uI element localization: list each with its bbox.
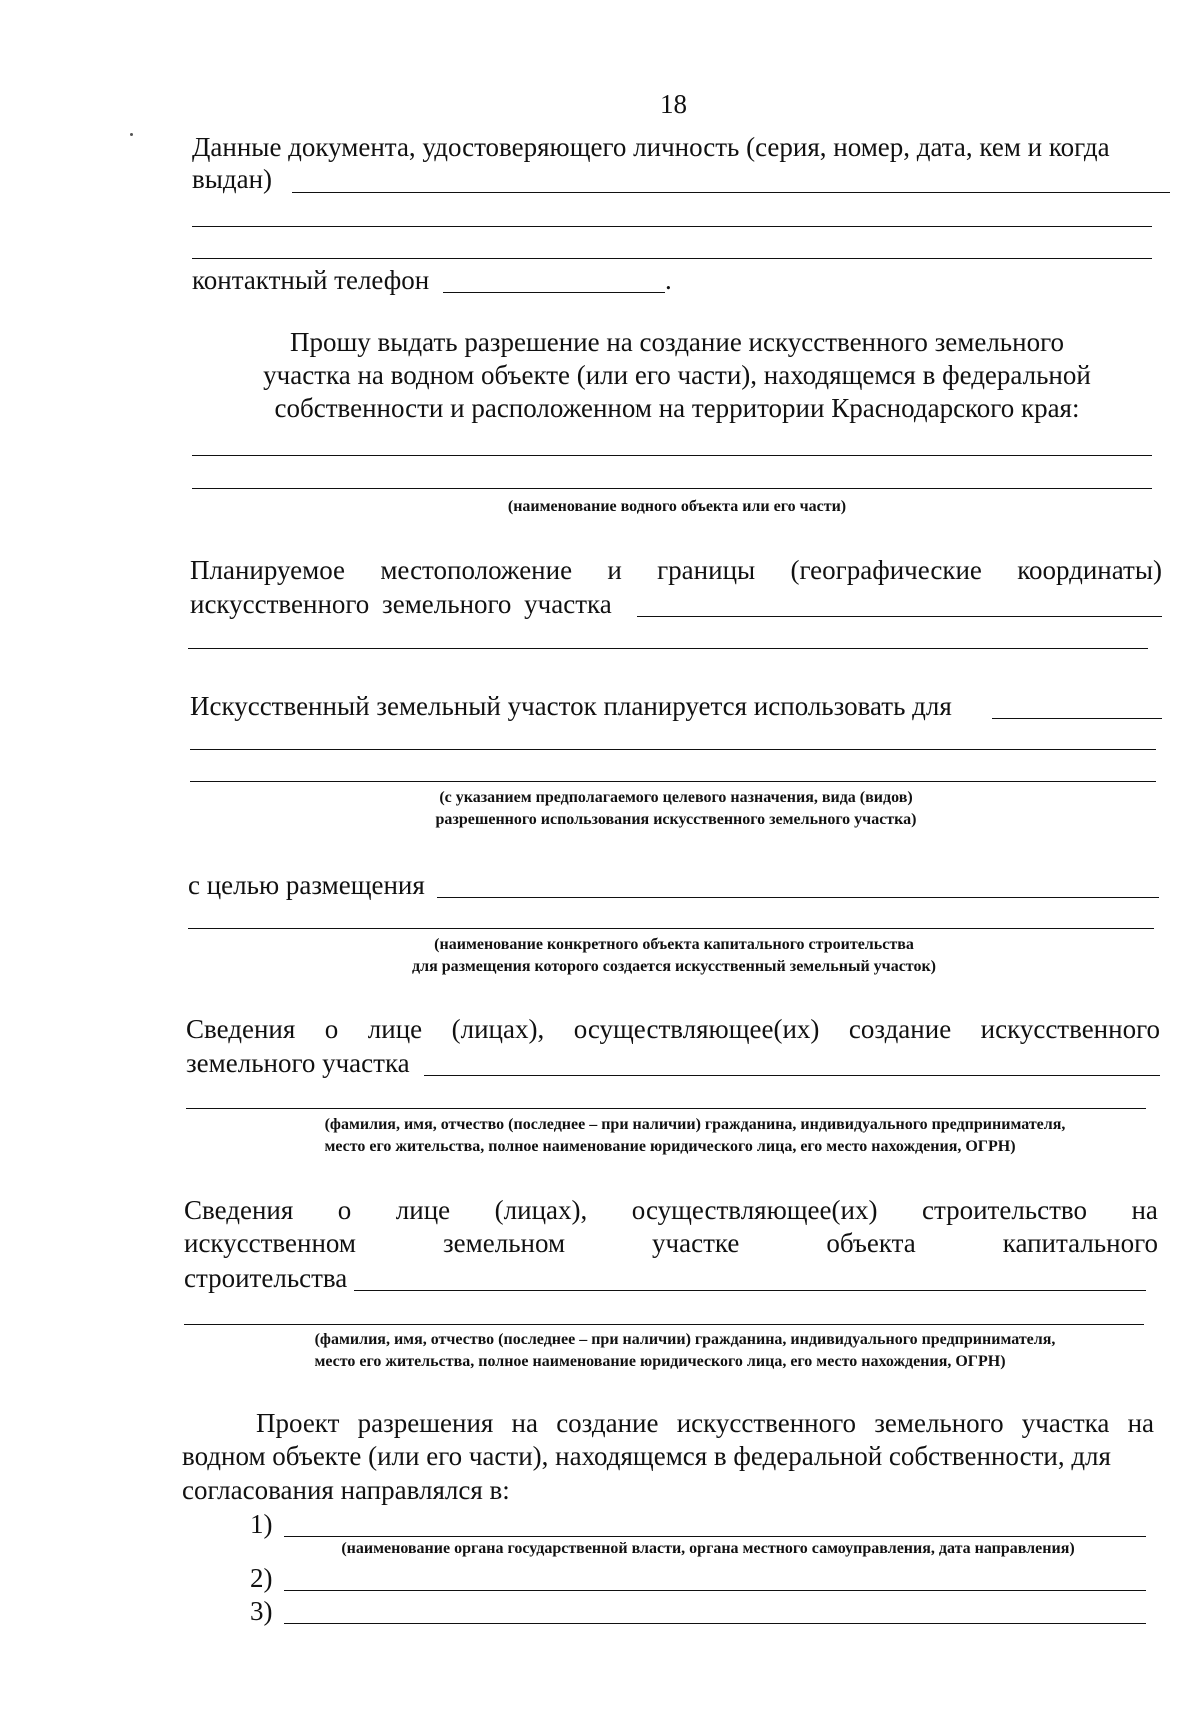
usage-caption-line1: (с указанием предполагаемого целевого назначения, вида (видов) [439,789,913,806]
scan-speck [130,133,133,136]
builder-word: о [337,1195,352,1225]
list-item-3-field[interactable] [284,1623,1146,1624]
list-caption: (наименование органа государственной власти, органа местного самоуправления, дата направления) [341,1540,1075,1557]
phone-label: контактный телефон [192,265,430,295]
location-line1 [190,554,1162,587]
builder-line2 [184,1227,1158,1260]
builder-word: капитального [1002,1228,1158,1258]
builder-word: лице [395,1195,451,1225]
builder-line1 [184,1194,1158,1227]
builder-word: (лицах), [494,1195,588,1225]
creator-line1 [186,1013,1160,1046]
location-field-line1[interactable] [637,616,1162,617]
request-line1: Прошу выдать разрешение на создание искусственного земельного [290,327,1064,357]
usage-label: Искусственный земельный участок планируется использовать для [190,691,952,721]
identity-doc-field-line3[interactable] [192,258,1152,259]
usage-field-line1[interactable] [992,718,1162,719]
purpose-caption-line1: (наименование конкретного объекта капитального строительства [434,936,914,953]
identity-doc-label-line2: выдан) [192,164,273,194]
usage-field-line2[interactable] [190,749,1156,750]
builder-word: земельном [443,1228,566,1258]
location-field-line2[interactable] [188,648,1148,649]
project-word: участка [1021,1408,1110,1438]
creator-word: (лицах), [451,1014,545,1044]
project-word: искусственного [676,1408,856,1438]
creator-word: осуществляющее(их) [573,1014,820,1044]
list-item-2-number: 2) [250,1563,273,1593]
purpose-caption-line2: для размещения которого создается искусственный земельный участок) [412,958,936,975]
project-line3: согласования направлялся в: [182,1475,510,1505]
creator-word: искусственного [980,1014,1160,1044]
location-word: и [607,555,622,585]
purpose-field-line2[interactable] [188,928,1154,929]
builder-word: строительство [921,1195,1087,1225]
creator-field-line1[interactable] [424,1075,1160,1076]
project-word: на [1127,1408,1154,1438]
location-word: координаты) [1017,555,1162,585]
project-word: земельного [874,1408,1004,1438]
location-line2: искусственного земельного участка [190,589,612,619]
identity-doc-field-line1[interactable] [292,192,1170,193]
builder-caption-line2: место его жительства, полное наименование юридического лица, его место нахождения, ОГРН) [314,1353,1006,1370]
builder-field-line2[interactable] [184,1324,1144,1325]
creator-line2: земельного участка [186,1048,410,1078]
builder-word: Сведения [184,1195,294,1225]
identity-doc-field-line2[interactable] [192,226,1152,227]
request-line2: участка на водном объекте (или его части), находящемся в федеральной [263,360,1091,390]
page-number: 18 [660,89,687,119]
list-item-1-number: 1) [250,1509,273,1539]
usage-caption-line2: разрешенного использования искусственного земельного участка) [435,811,917,828]
water-object-field-line2[interactable] [192,488,1152,489]
builder-word: на [1131,1195,1158,1225]
identity-doc-label-line1: Данные документа, удостоверяющего личность (серия, номер, дата, кем и когда [192,132,1110,162]
project-word: на [511,1408,538,1438]
project-word: разрешения [357,1408,494,1438]
builder-line3: строительства [184,1263,348,1293]
list-item-2-field[interactable] [284,1590,1146,1591]
water-object-field-line1[interactable] [192,455,1152,456]
water-object-caption: (наименование водного объекта или его части) [507,498,847,515]
builder-word: осуществляющее(их) [631,1195,878,1225]
purpose-label: с целью размещения [188,870,425,900]
location-word: границы [657,555,756,585]
project-word: создание [556,1408,659,1438]
location-word: местоположение [380,555,573,585]
builder-word: участке [652,1228,740,1258]
creator-word: лице [367,1014,423,1044]
builder-word: объекта [826,1228,916,1258]
creator-word: Сведения [186,1014,296,1044]
creator-caption-line1: (фамилия, имя, отчество (последнее – при наличии) гражданина, индивидуального предпринимателя, [324,1116,1066,1133]
project-line1 [256,1407,1154,1440]
location-word: Планируемое [190,555,346,585]
phone-field[interactable] [443,292,665,293]
phone-end-period: . [665,265,672,295]
list-item-3-number: 3) [250,1596,273,1626]
request-line3: собственности и расположенном на территории Краснодарского края: [274,393,1080,423]
builder-word: искусственном [184,1228,356,1258]
list-item-1-field[interactable] [284,1536,1146,1537]
project-line2: водном объекте (или его части), находящемся в федеральной собственности, для [182,1441,1111,1471]
creator-word: о [324,1014,339,1044]
builder-caption-line1: (фамилия, имя, отчество (последнее – при наличии) гражданина, индивидуального предпринимателя, [314,1331,1056,1348]
builder-field-line1[interactable] [354,1290,1146,1291]
creator-caption-line2: место его жительства, полное наименование юридического лица, его место нахождения, ОГРН) [324,1138,1016,1155]
location-word: (географические [790,555,982,585]
purpose-field-line1[interactable] [437,897,1159,898]
usage-field-line3[interactable] [190,781,1156,782]
creator-word: создание [848,1014,952,1044]
project-word: Проект [256,1408,340,1438]
creator-field-line2[interactable] [186,1108,1146,1109]
